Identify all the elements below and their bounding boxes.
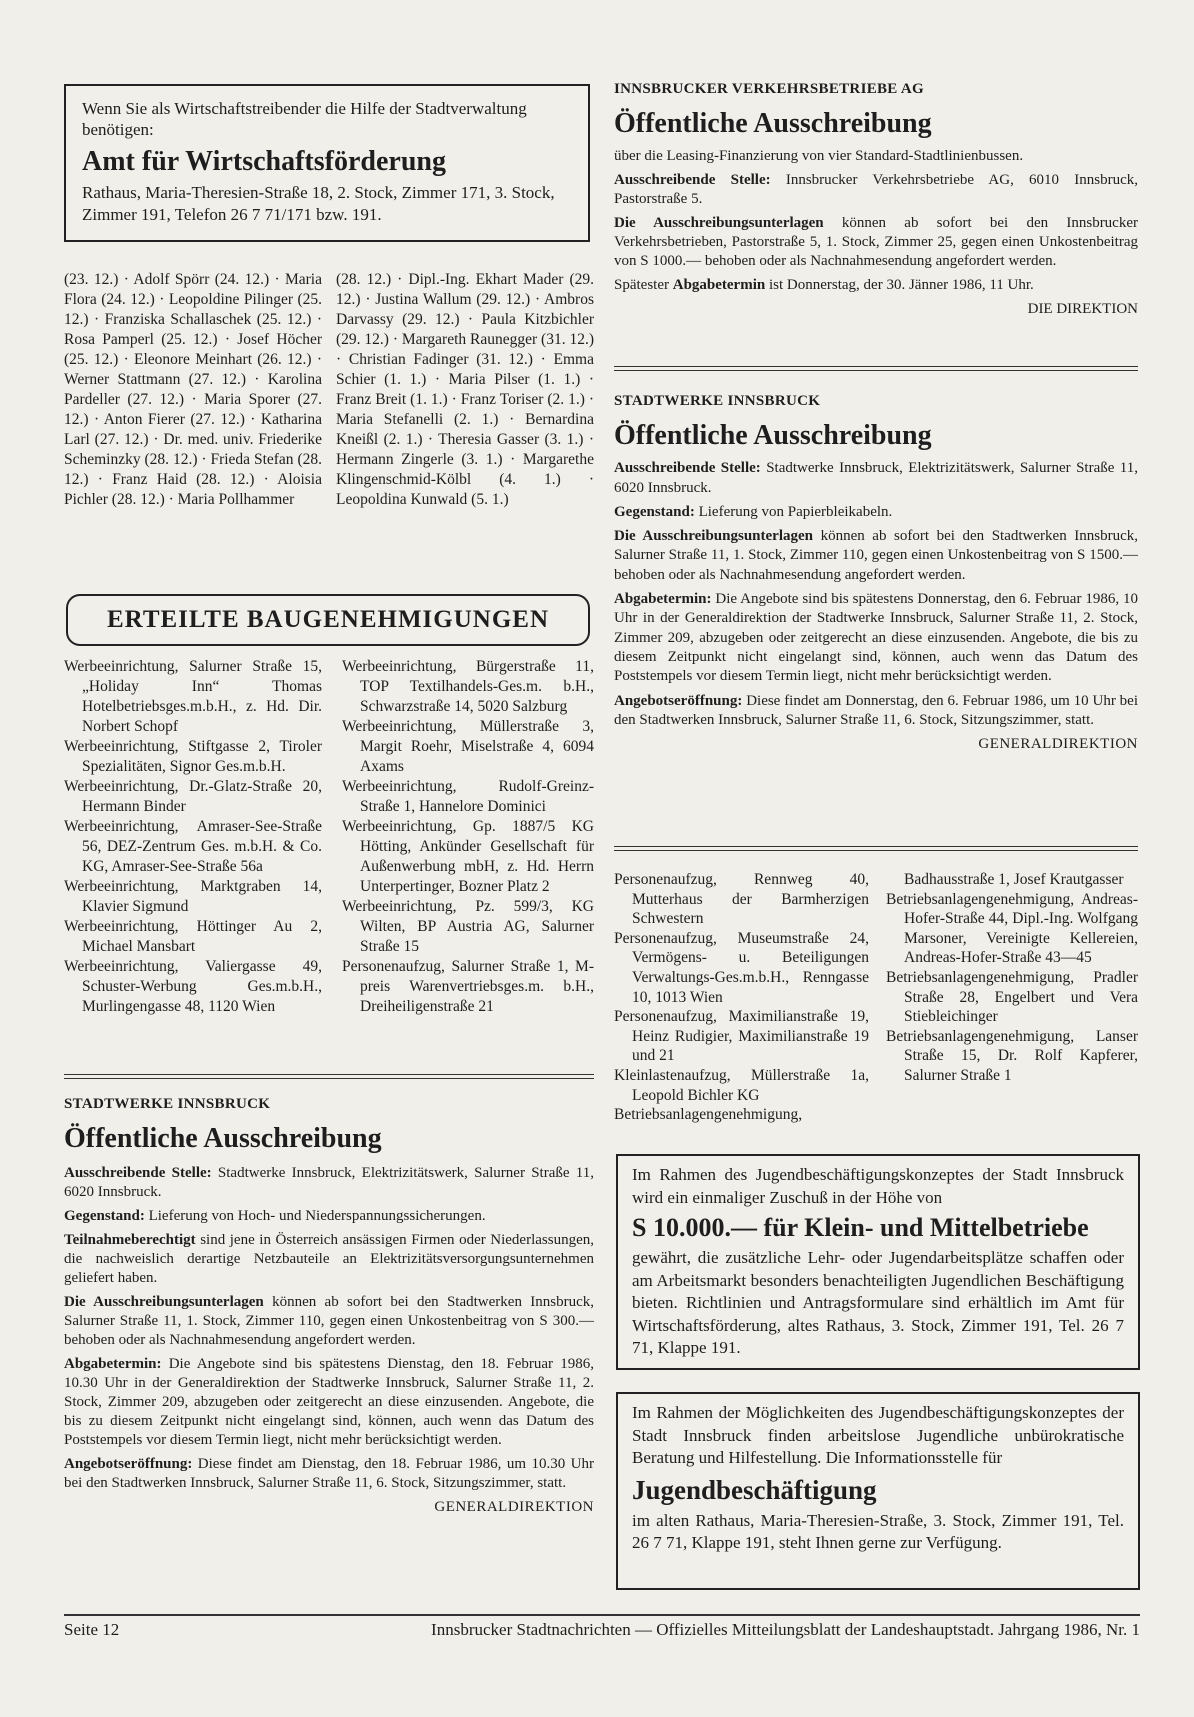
text: Die Angebote sind bis spätestens Donnerstag, den 6. Februar 1986, 10 Uhr in der Generaldirektion der Stadtwerke Innsbruck, Salurner Straße 11, 2. Stock, Zimmer 209, abzugeben oder zeitgerecht an diese einzusenden. Angebote, die bis zu diesem Zeitpunkt nicht eingelangt sind, können, auch wenn das Datum des Poststempels vor diesem Termin liegt, nicht mehr berücksichtigt werden. [614,591,1138,685]
stadtwerke-ausschreibung-right [614,392,1138,754]
label: Angebotseröffnung: [64,1456,193,1472]
label: Abgabetermin: [614,591,712,608]
label: Abgabetermin: [64,1356,162,1372]
section-kicker: STADTWERKE INNSBRUCK [614,393,821,409]
text: Spätester [614,277,673,293]
text: Lieferung von Hoch- und Niederspannungssicherungen. [144,1208,486,1224]
bau-entry: Werbeeinrichtung, Müllerstraße 3, Margit Roehr, Miselstraße 4, 6094 Axams [342,718,594,775]
box-title: S 10.000.— für Klein- und Mittelbetriebe [632,1213,1089,1242]
bau-col2 [342,657,594,1017]
aufzug-entry: Betriebsanlagengenehmigung, Lanser Straße 15, Dr. Rolf Kapferer, Salurner Straße 1 [886,1027,1138,1084]
section-kicker: STADTWERKE INNSBRUCK [64,1096,271,1112]
section-kicker: INNSBRUCKER VERKEHRSBETRIEBE AG [614,81,924,97]
text: Stadtwerke Innsbruck, Elektrizitätswerk, Salurner Straße 11, 6020 Innsbruck. [64,1165,594,1200]
label: Teilnahmeberechtigt [64,1232,196,1248]
bau-entry: Werbeeinrichtung, Amraser-See-Straße 56, DEZ-Zentrum Ges. m.b.H. & Co. KG, Amraser-See-Straße 56a [64,818,322,875]
label: Gegenstand: [614,503,695,520]
signature: GENERALDIREKTION [434,1499,594,1515]
label: Die Ausschreibungsunterlagen [614,528,813,545]
divider [614,846,1138,851]
stadtwerke-ausschreibung-left [64,1095,594,1517]
aufzug-col1 [614,870,869,1125]
birthday-list-col1: (23. 12.) · Adolf Spörr (24. 12.) · Maria Flora (24. 12.) · Leopoldine Pilinger (25. 12.) · Franziska Schallaschek (25. 12.) · Rosa Pamperl (25. 12.) · Josef Höcher (25. 12.) · Eleonore Meinhart (26. 12.) · Werner Stattmann (27. 12.) · Karolina Pardeller (27. 12.) · Maria Sporer (27. 12.) · Anton Fierer (27. 12.) · Katharina Larl (27. 12.) · Dr. med. univ. Friederike Scheminzky (28. 12.) · Frieda Stefan (28. 12.) · Franz Haid (28. 12.) · Aloisia Pichler (28. 12.) · Maria Pollhammer [64,271,322,508]
page-number: Seite 12 [64,1620,120,1639]
jugend-zuschuss-box [616,1154,1140,1370]
baugenehmigungen-heading: ERTEILTE BAUGENEHMIGUNGEN [106,606,550,633]
bau-entry: Werbeeinrichtung, Valiergasse 49, Schuster-Werbung Ges.m.b.H., Murlingengasse 48, 1120 Wien [64,958,322,1015]
text: Diese findet am Dienstag, den 18. Februar 1986, um 10.30 Uhr bei den Stadtwerken Innsbruck, Salurner Straße 11, 6. Stock, Sitzungszimmer, statt. [64,1456,594,1491]
aufzug-entry: Betriebsanlagengenehmigung, [614,1106,803,1124]
bau-entry: Werbeeinrichtung, Salurner Straße 15, „Holiday Inn“ Thomas Hotelbetriebsges.m.b.H., z. Hd. Dir. Norbert Schopf [64,658,322,735]
aufzug-entry: Kleinlastenaufzug, Müllerstraße 1a, Leopold Bichler KG [614,1066,869,1104]
aufzug-entry: Betriebsanlagengenehmigung, Andreas-Hofer-Straße 44, Dipl.-Ing. Wolfgang Marsoner, Vereinigte Kellereien, Andreas-Hofer-Straße 43—45 [886,890,1138,967]
wf-intro: Wenn Sie als Wirtschaftstreibender die Hilfe der Stadtverwaltung benötigen: [82,99,527,139]
box-text: Im Rahmen der Möglichkeiten des Jugendbeschäftigungskonzeptes der Stadt Innsbruck finden arbeitslose Jugendliche unbürokratische Beratung und Hilfestellung. Die Informationsstelle für [632,1403,1124,1467]
label: Die Ausschreibungsunterlagen [614,215,824,231]
signature: DIE DIREKTION [1027,301,1138,317]
label: Angebotseröffnung: [614,692,743,709]
ivb-ausschreibung [614,80,1138,319]
bau-entry: Werbeeinrichtung, Höttinger Au 2, Michael Mansbart [64,918,322,955]
bau-entry: Werbeeinrichtung, Marktgraben 14, Klavier Sigmund [64,878,322,915]
divider [614,366,1138,371]
label: Ausschreibende Stelle: [614,460,761,477]
bau-entry: Werbeeinrichtung, Pz. 599/3, KG Wilten, BP Austria AG, Salurner Straße 15 [342,898,594,955]
label: Abgabetermin [672,277,766,293]
box-title: Jugendbeschäftigung [632,1474,877,1505]
bau-entry: Personenaufzug, Salurner Straße 1, M-preis Warenvertriebsges.m. b.H., Dreiheiligenstraße 21 [342,958,594,1015]
divider [64,1074,594,1079]
aufzug-entry-cont: Badhausstraße 1, Josef Krautgasser [904,871,1124,888]
bau-entry: Werbeeinrichtung, Gp. 1887/5 KG Hötting, Ankünder Gesellschaft für Außenwerbung mbH, z. Hd. Herrn Unterpertinger, Bozner Platz 2 [342,818,594,895]
text: können ab sofort bei den Innsbrucker Verkehrsbetrieben, Pastorstraße 5, 1. Stock, Zimmer 25, gegen einen Unkostenbeitrag von S 1000.— behoben oder als Nachnahmesendung angefordert werden. [614,215,1138,269]
text: können ab sofort bei den Stadtwerken Innsbruck, Salurner Straße 11, 1. Stock, Zimmer 110, gegen einen Unkostenbeitrag von S 1500.— behoben oder als Nachnahmesendung angefordert werden. [614,528,1138,583]
jugendbeschaeftigung-box [616,1392,1140,1590]
bau-entry: Werbeeinrichtung, Stiftgasse 2, Tiroler Spezialitäten, Signor Ges.m.b.H. [64,738,322,775]
label: Die Ausschreibungsunterlagen [64,1294,264,1310]
text: Diese findet am Donnerstag, den 6. Februar 1986, um 10 Uhr bei den Stadtwerken Innsbruck, Salurner Straße 11, 6. Stock, Sitzungszimmer, statt. [614,692,1138,728]
ivb-intro: über die Leasing-Finanzierung von vier Standard-Stadtlinienbussen. [614,148,1024,164]
bau-entry: Werbeeinrichtung, Rudolf-Greinz-Straße 1, Hannelore Dominici [342,778,594,815]
wirtschaftsfoerderung-box [64,84,590,242]
box-text: gewährt, die zusätzliche Lehr- oder Jugendarbeitsplätze schaffen oder am Arbeitsmarkt besonders benachteiligten Jugendlichen Beschäftigung bieten. Richtlinien und Antragsformulare sind erhältlich im Amt für Wirtschaftsförderung, altes Rathaus, 3. Stock, Zimmer 191, Tel. 26 7 71, Klappe 191. [632,1248,1124,1357]
wf-title: Amt für Wirtschaftsförderung [82,146,446,177]
aufzug-entry: Betriebsanlagengenehmigung, Pradler Straße 28, Engelbert und Vera Stiebleichinger [886,968,1138,1026]
box-text: Im Rahmen des Jugendbeschäftigungskonzeptes der Stadt Innsbruck wird ein einmaliger Zuschuß in der Höhe von [632,1165,1124,1207]
footer-title: Innsbrucker Stadtnachrichten — Offizielles Mitteilungsblatt der Landeshauptstadt. Jahrgang 1986, Nr. 1 [431,1620,1140,1639]
section-title: Öffentliche Ausschreibung [614,420,932,452]
label: Ausschreibende Stelle: [614,172,771,188]
text: ist Donnerstag, der 30. Jänner 1986, 11 Uhr. [765,277,1034,293]
bau-col1 [64,657,322,1017]
label: Gegenstand: [64,1208,145,1224]
baugenehmigungen-heading-box [66,594,590,646]
signature: GENERALDIREKTION [978,736,1138,753]
aufzug-entry: Personenaufzug, Rennweg 40, Mutterhaus der Barmherzigen Schwestern [614,871,869,928]
aufzug-entry: Personenaufzug, Museumstraße 24, Vermögens- u. Beteiligungen Verwaltungs-Ges.m.b.H., Renngasse 10, 1013 Wien [614,929,869,1006]
label: Ausschreibende Stelle: [64,1165,212,1181]
aufzug-col2 [886,870,1138,1086]
wf-address: Rathaus, Maria-Theresien-Straße 18, 2. Stock, Zimmer 171, 3. Stock, Zimmer 191, Telefon 26 7 71/171 bzw. 191. [82,183,555,224]
section-title: Öffentliche Ausschreibung [64,1123,382,1154]
box-text: im alten Rathaus, Maria-Theresien-Straße, 3. Stock, Zimmer 191, Tel. 26 7 71, Klappe 191, steht Ihnen gerne zur Verfügung. [632,1510,1124,1552]
text: Die Angebote sind bis spätestens Dienstag, den 18. Februar 1986, 10.30 Uhr in der Generaldirektion der Stadtwerke Innsbruck, Salurner Straße 11, 2. Stock, Zimmer 209, abzugeben oder zeitgerecht an diese einzusenden. Angebote, die bis zu diesem Zeitpunkt nicht eingelangt sind, können, auch wenn das Datum des Poststempels vor diesem Termin liegt, nicht mehr berücksichtigt werden. [64,1356,594,1448]
bau-entry: Werbeeinrichtung, Dr.-Glatz-Straße 20, Hermann Binder [64,778,322,815]
footer-rule [64,1614,1140,1616]
text: Lieferung von Papierbleikabeln. [694,503,893,520]
bau-entry: Werbeeinrichtung, Bürgerstraße 11, TOP Textilhandels-Ges.m. b.H., Schwarzstraße 14, 5020 Salzburg [342,658,594,715]
text: Innsbrucker Verkehrsbetriebe AG, 6010 Innsbruck, Pastorstraße 5. [614,172,1138,207]
text: Stadtwerke Innsbruck, Elektrizitätswerk, Salurner Straße 11, 6020 Innsbruck. [614,460,1138,496]
text: können ab sofort bei den Stadtwerken Innsbruck, Salurner Straße 11, 1. Stock, Zimmer 110, gegen einen Unkostenbeitrag von S 300.— behoben oder als Nachnahmesendung angefordert werden. [64,1294,594,1348]
birthday-list-col2: (28. 12.) · Dipl.-Ing. Ekhart Mader (29. 12.) · Justina Wallum (29. 12.) · Ambros Darvassy (29. 12.) · Paula Kitzbichler (29. 12.) · Margareth Raunegger (31. 12.) · Christian Fadinger (31. 12.) · Emma Schier (1. 1.) · Maria Pilser (1. 1.) · Franz Breit (1. 1.) · Franz Toriser (2. 1.) · Maria Stefanelli (2. 1.) · Bernardina Kneißl (2. 1.) · Theresia Gasser (3. 1.) · Hermann Zingerle (3. 1.) · Margarethe Klingenschmid-Kölbl (4. 1.) · Leopoldina Kunwald (5. 1.) [336,271,594,508]
aufzug-entry: Personenaufzug, Maximilianstraße 19, Heinz Rudigier, Maximilianstraße 19 und 21 [614,1008,869,1065]
section-title: Öffentliche Ausschreibung [614,108,932,139]
text: sind jene in Österreich ansässigen Firmen oder Niederlassungen, die nachweislich derartige Netzbauteile an Elektrizitätsversorgungsunternehmen geliefert haben. [64,1232,594,1286]
